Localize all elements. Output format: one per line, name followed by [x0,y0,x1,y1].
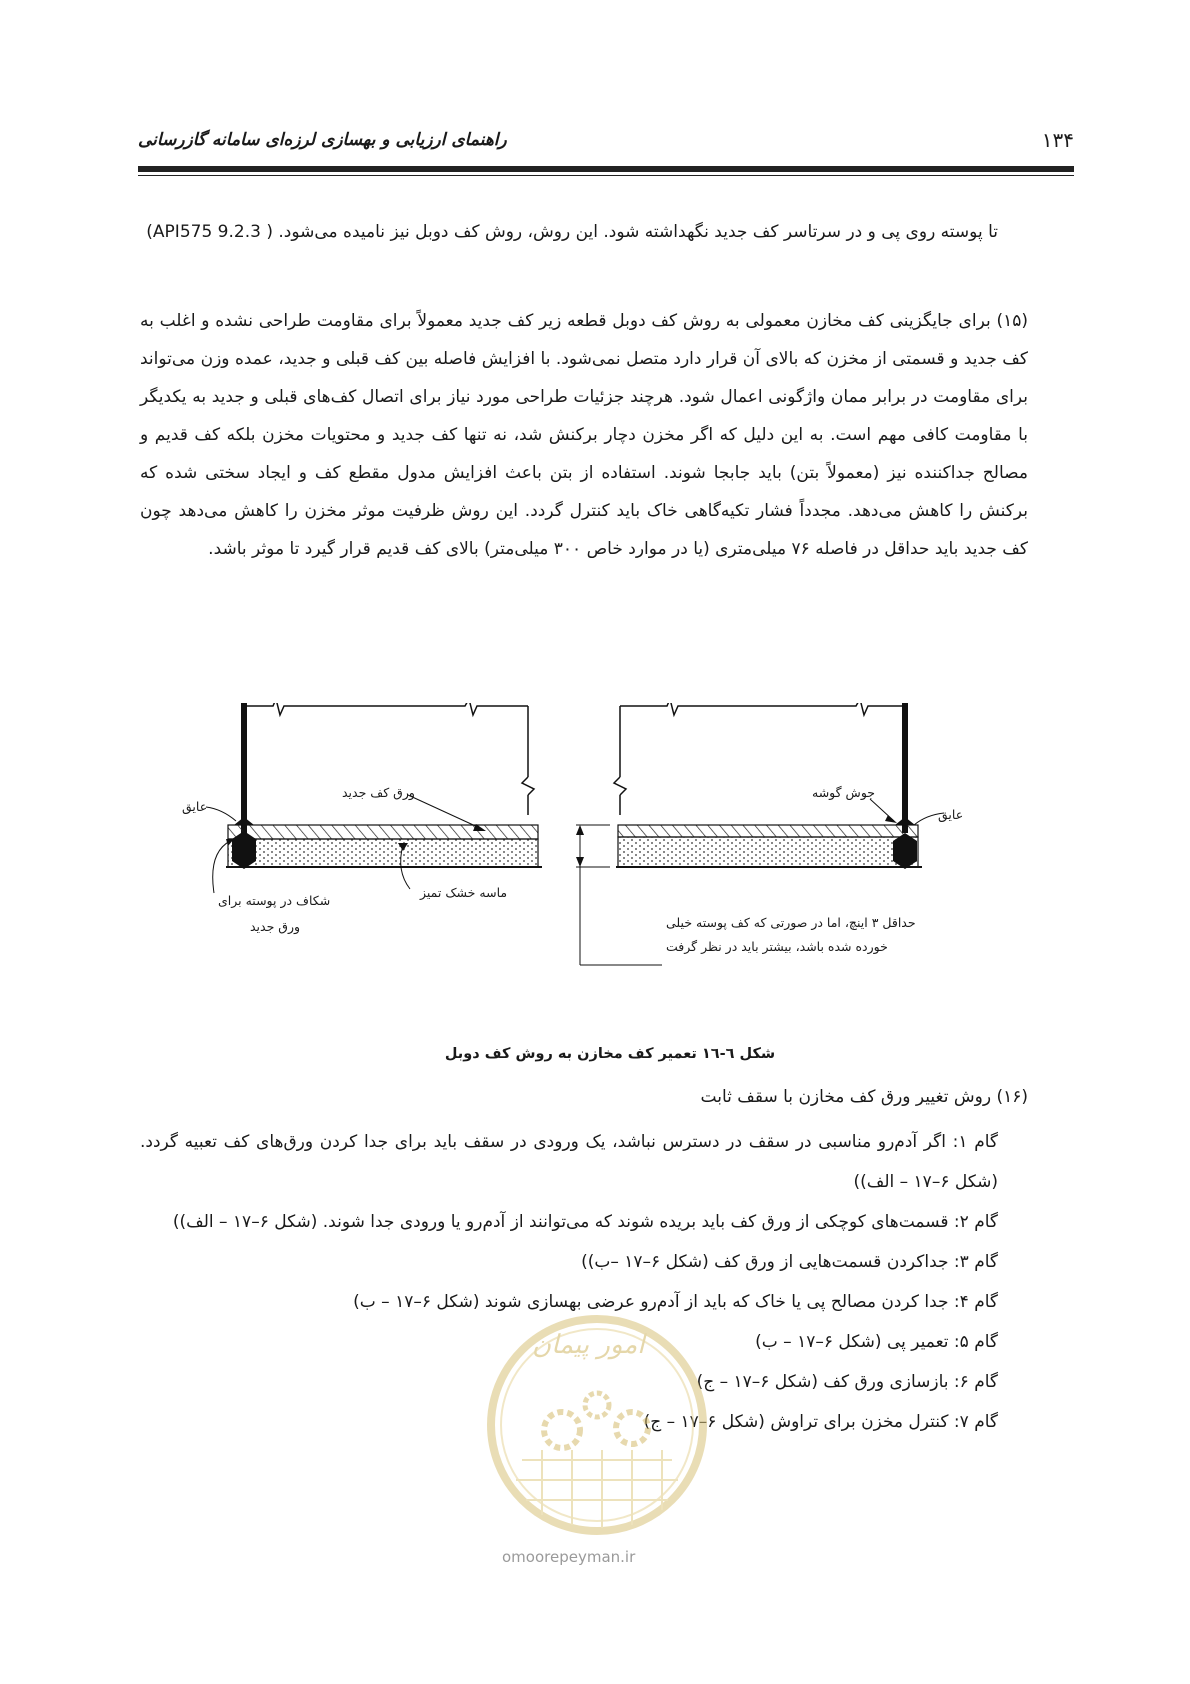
page-header [138,128,1074,156]
label-slot-line2: ورق جدید [250,919,301,934]
label-sand: ماسه خشک تمیز [420,885,508,900]
step-1: گام ۱: اگر آدم‌رو مناسبی در سقف در دسترس نباشد، یک ورودی در سقف باید برای جدا کردن ورق‌های کف تعبیه گردد. (شکل ۶–۱۷ – الف)) [140,1132,998,1192]
double-bottom-figure [170,703,1050,1029]
label-insulator-right: عایق [938,807,964,822]
step-7: گام ۷: کنترل مخزن برای تراوش (شکل ۶–۱۷ – ج) [643,1412,998,1432]
watermark-logo [482,1310,712,1550]
label-slot-line1: شکاف در پوسته برای [218,893,331,908]
label-insulator-left: عایق [182,799,208,814]
step-3: گام ۳: جداکردن قسمت‌هایی از ورق کف (شکل ۶–۱۷ –ب)) [581,1252,998,1272]
header-rule-thick [138,166,1074,172]
step-6: گام ۶: بازسازی ورق کف (شکل ۶–۱۷ – ج) [696,1372,998,1392]
label-note-line1: حداقل ۳ اینچ، اما در صورتی که کف پوسته خیلی [666,915,916,930]
label-fillet-weld: جوش گوشه [812,785,876,800]
figure-drawing [170,703,1050,1003]
watermark-url: omoorepeyman.ir [502,1548,636,1566]
label-note-line2: خورده شده باشد، بیشتر باید در نظر گرفت [666,939,888,954]
header-rule-thin [138,175,1074,176]
paragraph-15: (۱۵) برای جایگزینی کف مخازن معمولی به روش کف دوبل قطعه زیر کف جدید معمولاً برای مقاومت طراحی نشده و اغلب به کف جدید و قسمتی از مخزن که بالای آن قرار دارد متصل نمی‌شود. با افزایش فاصله بین کف قبلی و جدید، عمده وزن می‌تواند برای مقاومت در برابر ممان واژگونی اعمال شود. هرچند جزئیات طراحی مورد نیاز برای اتصال کف‌های قبلی و جدید به یکدیگر با مقاومت کافی مهم است. به این دلیل که اگر مخزن دچار برکنش شد، نه تنها کف جدید و محتویات مخزن بلکه کف قدیم و مصالح جداکننده نیز (معمولاً بتن) باید جابجا شوند. استفاده از بتن باعث افزایش مدول مقطع کف و ایجاد سختی شده که برکنش را کاهش می‌دهد. مجدداً فشار تکیه‌گاهی خاک باید کنترل گردد. این روش ظرفیت موثر مخزن را کاهش می‌دهد چون کف جدید باید حداقل در فاصله ۷۶ میلی‌متری (یا در موارد خاص ۳۰۰ میلی‌متر) بالای کف قدیم قرار گیرد تا موثر باشد. [140,311,1028,559]
step-5: گام ۵: تعمیر پی (شکل ۶–۱۷ – ب) [755,1332,998,1352]
watermark-text: امور پیمان [532,1330,645,1360]
paragraph-api575: تا پوسته روی پی و در سرتاسر کف جدید نگهداشته شود. این روش، روش کف دوبل نیز نامیده می‌شود. ( API575 9.2.3) [146,222,998,242]
figure-caption: شکل ٦-١٦ تعمیر کف مخازن به روش کف دوبل [444,1046,776,1062]
step-4: گام ۴: جدا کردن مصالح پی یا خاک که باید از آدم‌رو عرضی بهسازی شوند (شکل ۶–۱۷ – ب) [353,1292,998,1312]
step-2: گام ۲: قسمت‌های کوچکی از ورق کف باید بریده شوند که می‌توانند از آدم‌رو یا ورودی جدا شوند. (شکل ۶–۱۷ – الف)) [172,1212,998,1232]
running-title: راهنمای ارزیابی و بهسازی لرزه‌ای سامانه گازرسانی [138,130,507,150]
page-number: ۱۳۴ [1041,128,1074,152]
label-new-plate: ورق کف جدید [342,785,415,800]
section-16-heading: (۱۶) روش تغییر ورق کف مخازن با سقف ثابت [700,1087,1028,1107]
